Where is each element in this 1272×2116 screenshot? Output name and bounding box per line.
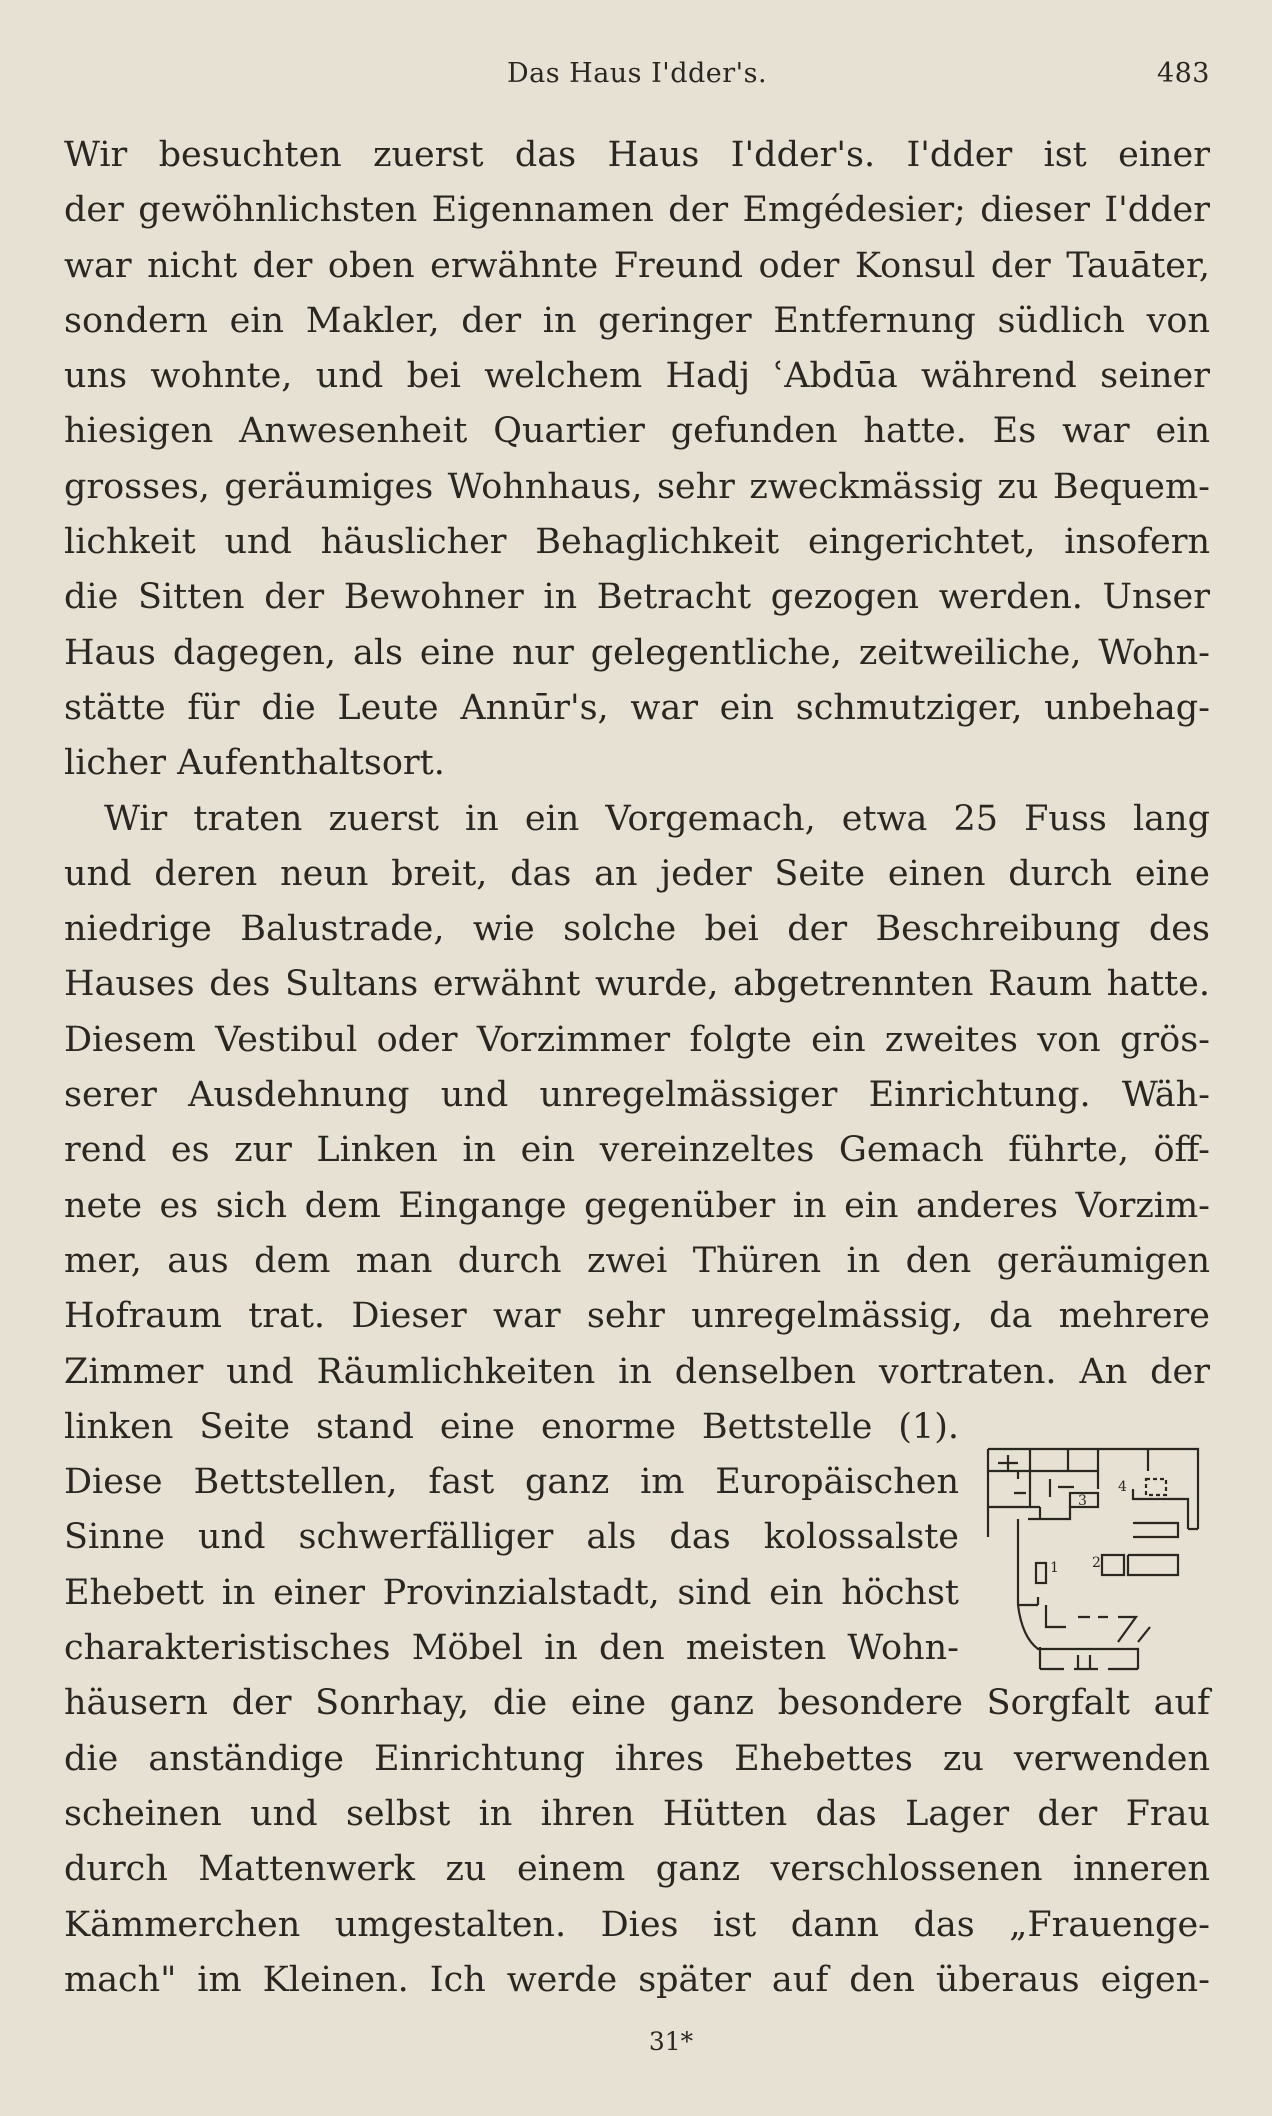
text-line: nete es sich dem Eingange gegenüber in ein anderes Vorzim- — [64, 1185, 1210, 1226]
text-line: und deren neun breit, das an jeder Seite einen durch eine — [64, 853, 1210, 894]
text-line: hiesigen Anwesenheit Quartier gefunden hatte. Es war ein — [64, 411, 1210, 452]
text-line: die anständige Einrichtung ihres Ehebettes zu verwenden — [64, 1738, 1210, 1779]
text-line: mach" im Kleinen. Ich werde später auf den überaus eigen- — [64, 1959, 1210, 2000]
plan-door — [1078, 1655, 1090, 1669]
text-line: linken Seite stand eine enorme Bettstelle (1). — [64, 1406, 959, 1447]
text-line: rend es zur Linken in ein vereinzeltes Gemach führte, öff- — [64, 1130, 1210, 1171]
text-line: Sinne und schwerfälliger als das kolossalste — [64, 1517, 959, 1558]
text-line: durch Mattenwerk zu einem ganz verschlossenen inneren — [64, 1849, 1210, 1890]
figure-label: 2 — [1092, 1555, 1101, 1571]
running-title: Das Haus I'dder's. — [506, 58, 768, 89]
text-line: Haus dagegen, als eine nur gelegentliche, zeitweiliche, Wohn- — [64, 632, 1210, 673]
text-line: der gewöhnlichsten Eigennamen der Emgédesier; dieser I'dder — [64, 190, 1210, 231]
text-line: stätte für die Leute Annūr's, war ein schmutziger, unbehag- — [64, 687, 1210, 728]
text-line: serer Ausdehnung und unregelmässiger Einrichtung. Wäh- — [64, 1075, 1210, 1116]
plan-wall — [1046, 1605, 1136, 1642]
text-line: Hauses des Sultans erwähnt wurde, abgetrennten Raum hatte. — [64, 964, 1210, 1005]
text-line: Diese Bettstellen, fast ganz im Europäischen — [64, 1462, 959, 1503]
bed-symbol — [1102, 1555, 1124, 1575]
floor-plan-figure — [978, 1437, 1208, 1680]
figure-label: 4 — [1118, 1479, 1127, 1495]
plan-wall — [1138, 1627, 1150, 1642]
text-line: Kämmerchen umgestalten. Dies ist dann das „Frauenge- — [64, 1904, 1210, 1945]
text-line: grosses, geräumiges Wohnhaus, sehr zweckmässig zu Bequem- — [64, 466, 1210, 507]
floor-plan-diagram — [978, 1437, 1208, 1680]
text-line: scheinen und selbst in ihren Hütten das Lager der Frau — [64, 1793, 1210, 1834]
text-line: Ehebett in einer Provinzialstadt, sind ein höchst — [64, 1572, 959, 1613]
text-line: sondern ein Makler, der in geringer Entfernung südlich von — [64, 300, 1210, 341]
text-line: Hofraum trat. Dieser war sehr unregelmässig, da mehrere — [64, 1296, 1210, 1337]
text-line: charakteristisches Möbel in den meisten Wohn- — [64, 1628, 959, 1669]
plan-wall — [1028, 1507, 1070, 1519]
text-line: Wir besuchten zuerst das Haus I'dder's. I'dder ist einer — [64, 135, 1210, 175]
text-line: mer, aus dem man durch zwei Thüren in den geräumigen — [64, 1240, 1210, 1281]
text-line: Diesem Vestibul oder Vorzimmer folgte ein zweites von grös- — [64, 1019, 1210, 1060]
text-line: die Sitten der Bewohner in Betracht gezogen werden. Unser — [64, 577, 1210, 618]
text-line: häusern der Sonrhay, die eine ganz besondere Sorgfalt auf — [64, 1683, 1210, 1724]
plan-wall — [988, 1471, 1040, 1507]
text-line: niedrige Balustrade, wie solche bei der Beschreibung des — [64, 909, 1210, 950]
text-line: Zimmer und Räumlichkeiten in denselben vortraten. An der — [64, 1351, 1210, 1392]
plan-wall — [1128, 1555, 1178, 1575]
body-text — [64, 128, 1210, 2008]
text-line: uns wohnte, und bei welchem Hadj ʿAbdūa während seiner — [64, 356, 1210, 397]
figure-label: 3 — [1078, 1493, 1087, 1509]
plan-wall — [988, 1449, 1148, 1507]
text-line: Wir traten zuerst in ein Vorgemach, etwa 25 Fuss lang — [104, 798, 1210, 839]
running-head — [64, 58, 1210, 102]
signature-mark: 31* — [648, 2027, 694, 2056]
figure-label: 1 — [1050, 1560, 1059, 1576]
text-line: lichkeit und häuslicher Behaglichkeit eingerichtet, insofern — [64, 522, 1210, 563]
plan-door — [998, 1455, 1074, 1497]
text-line: licher Aufenthaltsort. — [64, 743, 445, 784]
bed-symbol — [1146, 1479, 1166, 1495]
text-line: war nicht der oben erwähnte Freund oder Konsul der Tauāter, — [64, 245, 1210, 286]
bed-symbol — [1036, 1563, 1046, 1583]
plan-wall — [1133, 1523, 1178, 1537]
page-number: 483 — [1156, 58, 1210, 89]
